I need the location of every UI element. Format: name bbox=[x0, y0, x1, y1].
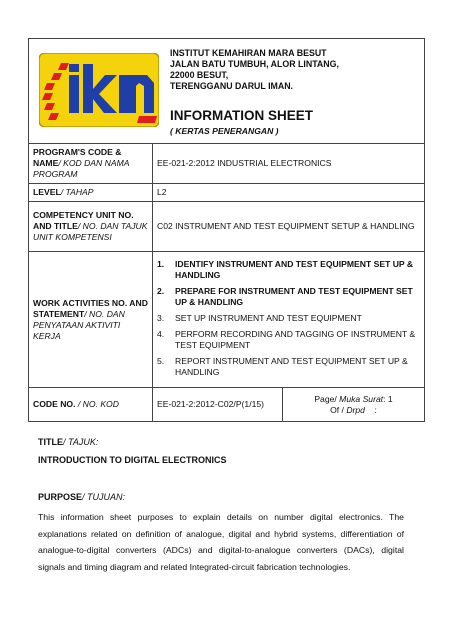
list-item: 3. SET UP INSTRUMENT AND TEST EQUIPMENT bbox=[157, 313, 362, 323]
level-label: LEVEL/ TAHAP bbox=[29, 184, 153, 202]
sheet-title: INFORMATION SHEET bbox=[170, 108, 313, 123]
purpose-label: PURPOSE/ TUJUAN: bbox=[38, 492, 126, 502]
page-number: Page/ Muka Surat: 1 bbox=[314, 393, 393, 404]
address-line-3: TERENGGANU DARUL IMAN. bbox=[170, 81, 293, 91]
program-value: EE-021-2:2012 INDUSTRIAL ELECTRONICS bbox=[153, 144, 425, 184]
address-line-1: JALAN BATU TUMBUH, ALOR LINTANG, bbox=[170, 59, 339, 69]
sheet-subtitle: ( KERTAS PENERANGAN ) bbox=[170, 126, 279, 136]
page-info bbox=[283, 388, 425, 422]
title-label: TITLE/ TAJUK: bbox=[38, 437, 99, 447]
list-item: 5. REPORT INSTRUMENT AND TEST EQUIPMENT SET UP & HANDLING bbox=[157, 356, 408, 377]
institute-name: INSTITUT KEMAHIRAN MARA BESUT bbox=[170, 48, 327, 58]
list-item: 1. IDENTIFY INSTRUMENT AND TEST EQUIPMENT SET UP & HANDLING bbox=[157, 259, 414, 280]
document-title: INTRODUCTION TO DIGITAL ELECTRONICS bbox=[38, 455, 227, 465]
program-label: PROGRAM'S CODE & NAME/ KOD DAN NAMA PROGRAM bbox=[29, 144, 153, 184]
work-activities-list bbox=[153, 252, 425, 388]
information-sheet-header bbox=[28, 38, 424, 422]
competency-value: C02 INSTRUMENT AND TEST EQUIPMENT SETUP & HANDLING bbox=[153, 202, 425, 252]
work-activities-label: WORK ACTIVITIES NO. AND STATEMENT/ NO. DAN PENYATAAN AKTIVITI KERJA bbox=[29, 252, 153, 388]
institute-address bbox=[170, 48, 339, 92]
competency-label: COMPETENCY UNIT NO. AND TITLE/ NO. DAN TAJUK UNIT KOMPETENSI bbox=[29, 202, 153, 252]
purpose-paragraph: This information sheet purposes to explain details on number digital electronics. The explanations related on definition of analogue, digital and hybrid systems, differentiation of analogue-to-digital converters (ADCs) and digital-to-analogue converters (DACs), digital signals and timing diagram and related Integrated-circuit fabrication technologies. bbox=[38, 512, 404, 572]
level-value: L2 bbox=[153, 184, 425, 202]
institute-header bbox=[29, 39, 425, 144]
address-line-2: 22000 BESUT, bbox=[170, 70, 229, 80]
code-value: EE-021-2:2012-C02/P(1/15) bbox=[153, 388, 283, 422]
list-item: 4. PERFORM RECORDING AND TAGGING OF INSTRUMENT & TEST EQUIPMENT bbox=[157, 329, 416, 350]
page-total: Of / Drpd : bbox=[330, 404, 377, 415]
header-table bbox=[28, 38, 425, 422]
list-item: 2. PREPARE FOR INSTRUMENT AND TEST EQUIPMENT SET UP & HANDLING bbox=[157, 286, 413, 307]
code-label: CODE NO. / NO. KOD bbox=[29, 388, 153, 422]
ikm-logo bbox=[39, 53, 159, 127]
